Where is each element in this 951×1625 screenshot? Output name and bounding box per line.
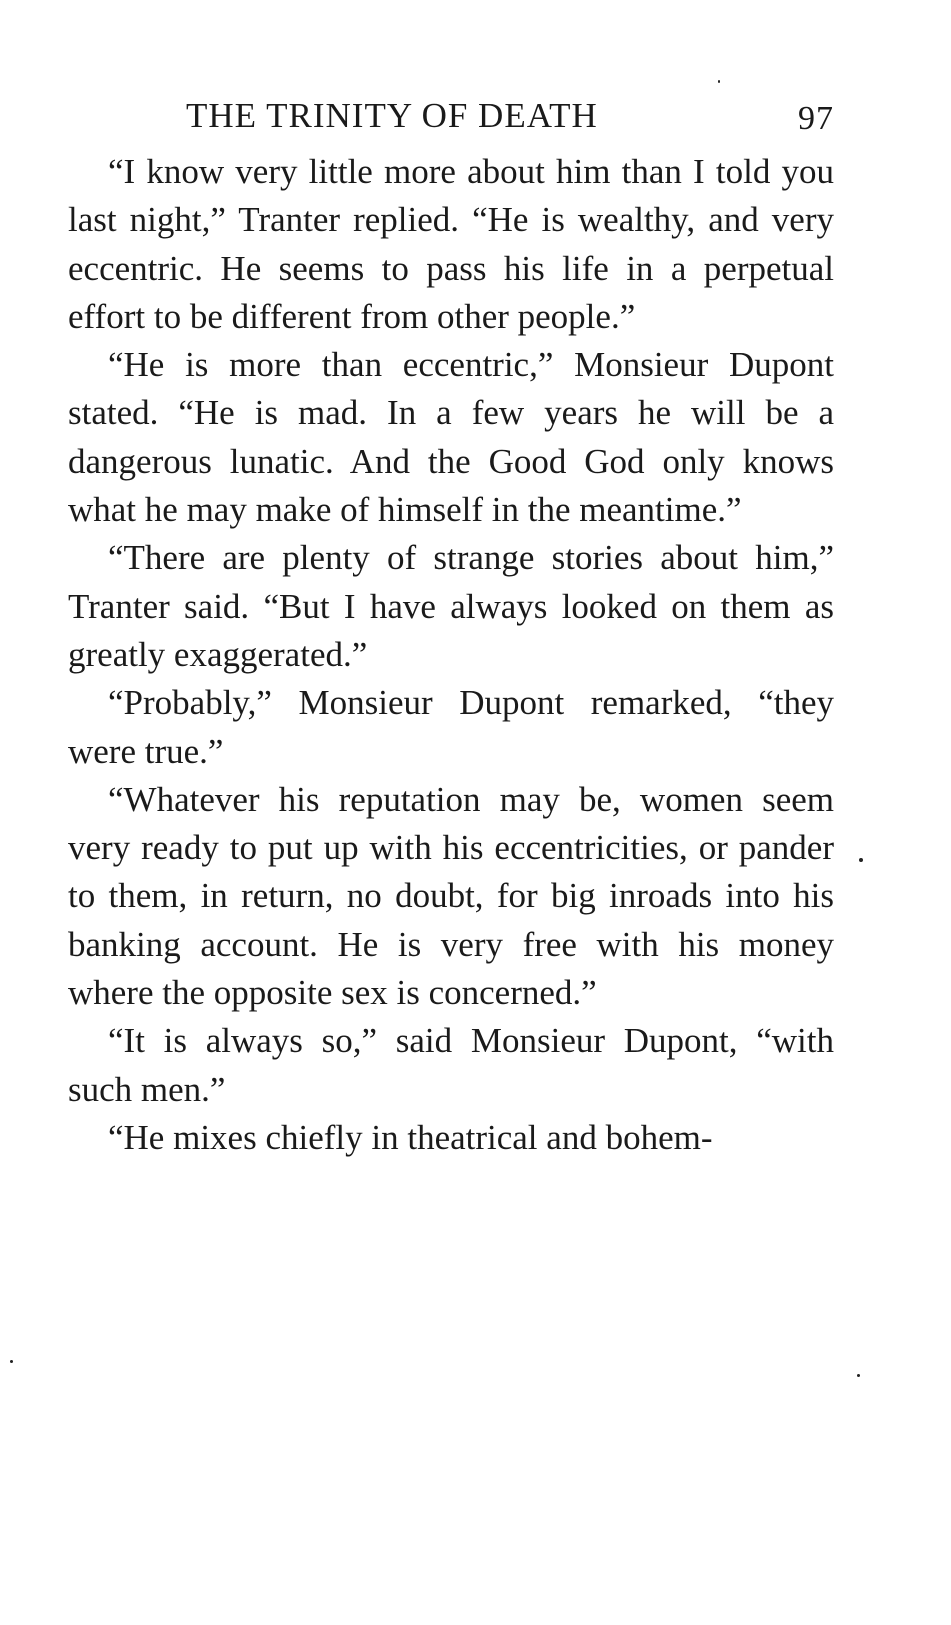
paragraph-1: “I know very little more about him than I told you last night,” Tranter replied. “He is wealthy, and very eccentric. He seems to pass his life in a perpetual effort to be different from other people.” <box>68 152 834 336</box>
paragraph-7: “He mixes chiefly in theatrical and bohem- <box>108 1117 713 1157</box>
scan-speck <box>857 1374 860 1377</box>
scan-speck <box>718 80 720 83</box>
running-head <box>68 92 834 148</box>
book-page <box>68 92 834 1162</box>
paragraph-3: “There are plenty of strange stories about him,” Tranter said. “But I have always looked on them as greatly exaggerated.” <box>68 538 834 674</box>
body-text <box>68 148 834 1162</box>
scan-speck <box>10 1360 13 1363</box>
paragraph-5: “Whatever his reputation may be, women seem very ready to put up with his eccentricities, or pander to them, in return, no doubt, for big inroads into his banking account. He is very free with his money where the opposite sex is concerned.” <box>68 779 834 1013</box>
page-number: 97 <box>798 100 834 137</box>
scan-speck <box>859 858 863 862</box>
paragraph-4: “Probably,” Monsieur Dupont remarked, “they were true.” <box>68 683 834 771</box>
paragraph-6: “It is always so,” said Monsieur Dupont, “with such men.” <box>68 1021 834 1109</box>
running-title: THE TRINITY OF DEATH <box>186 96 598 135</box>
paragraph-2: “He is more than eccentric,” Monsieur Dupont stated. “He is mad. In a few years he will be a dangerous lunatic. And the Good God only knows what he may make of himself in the meantime.” <box>68 345 834 530</box>
